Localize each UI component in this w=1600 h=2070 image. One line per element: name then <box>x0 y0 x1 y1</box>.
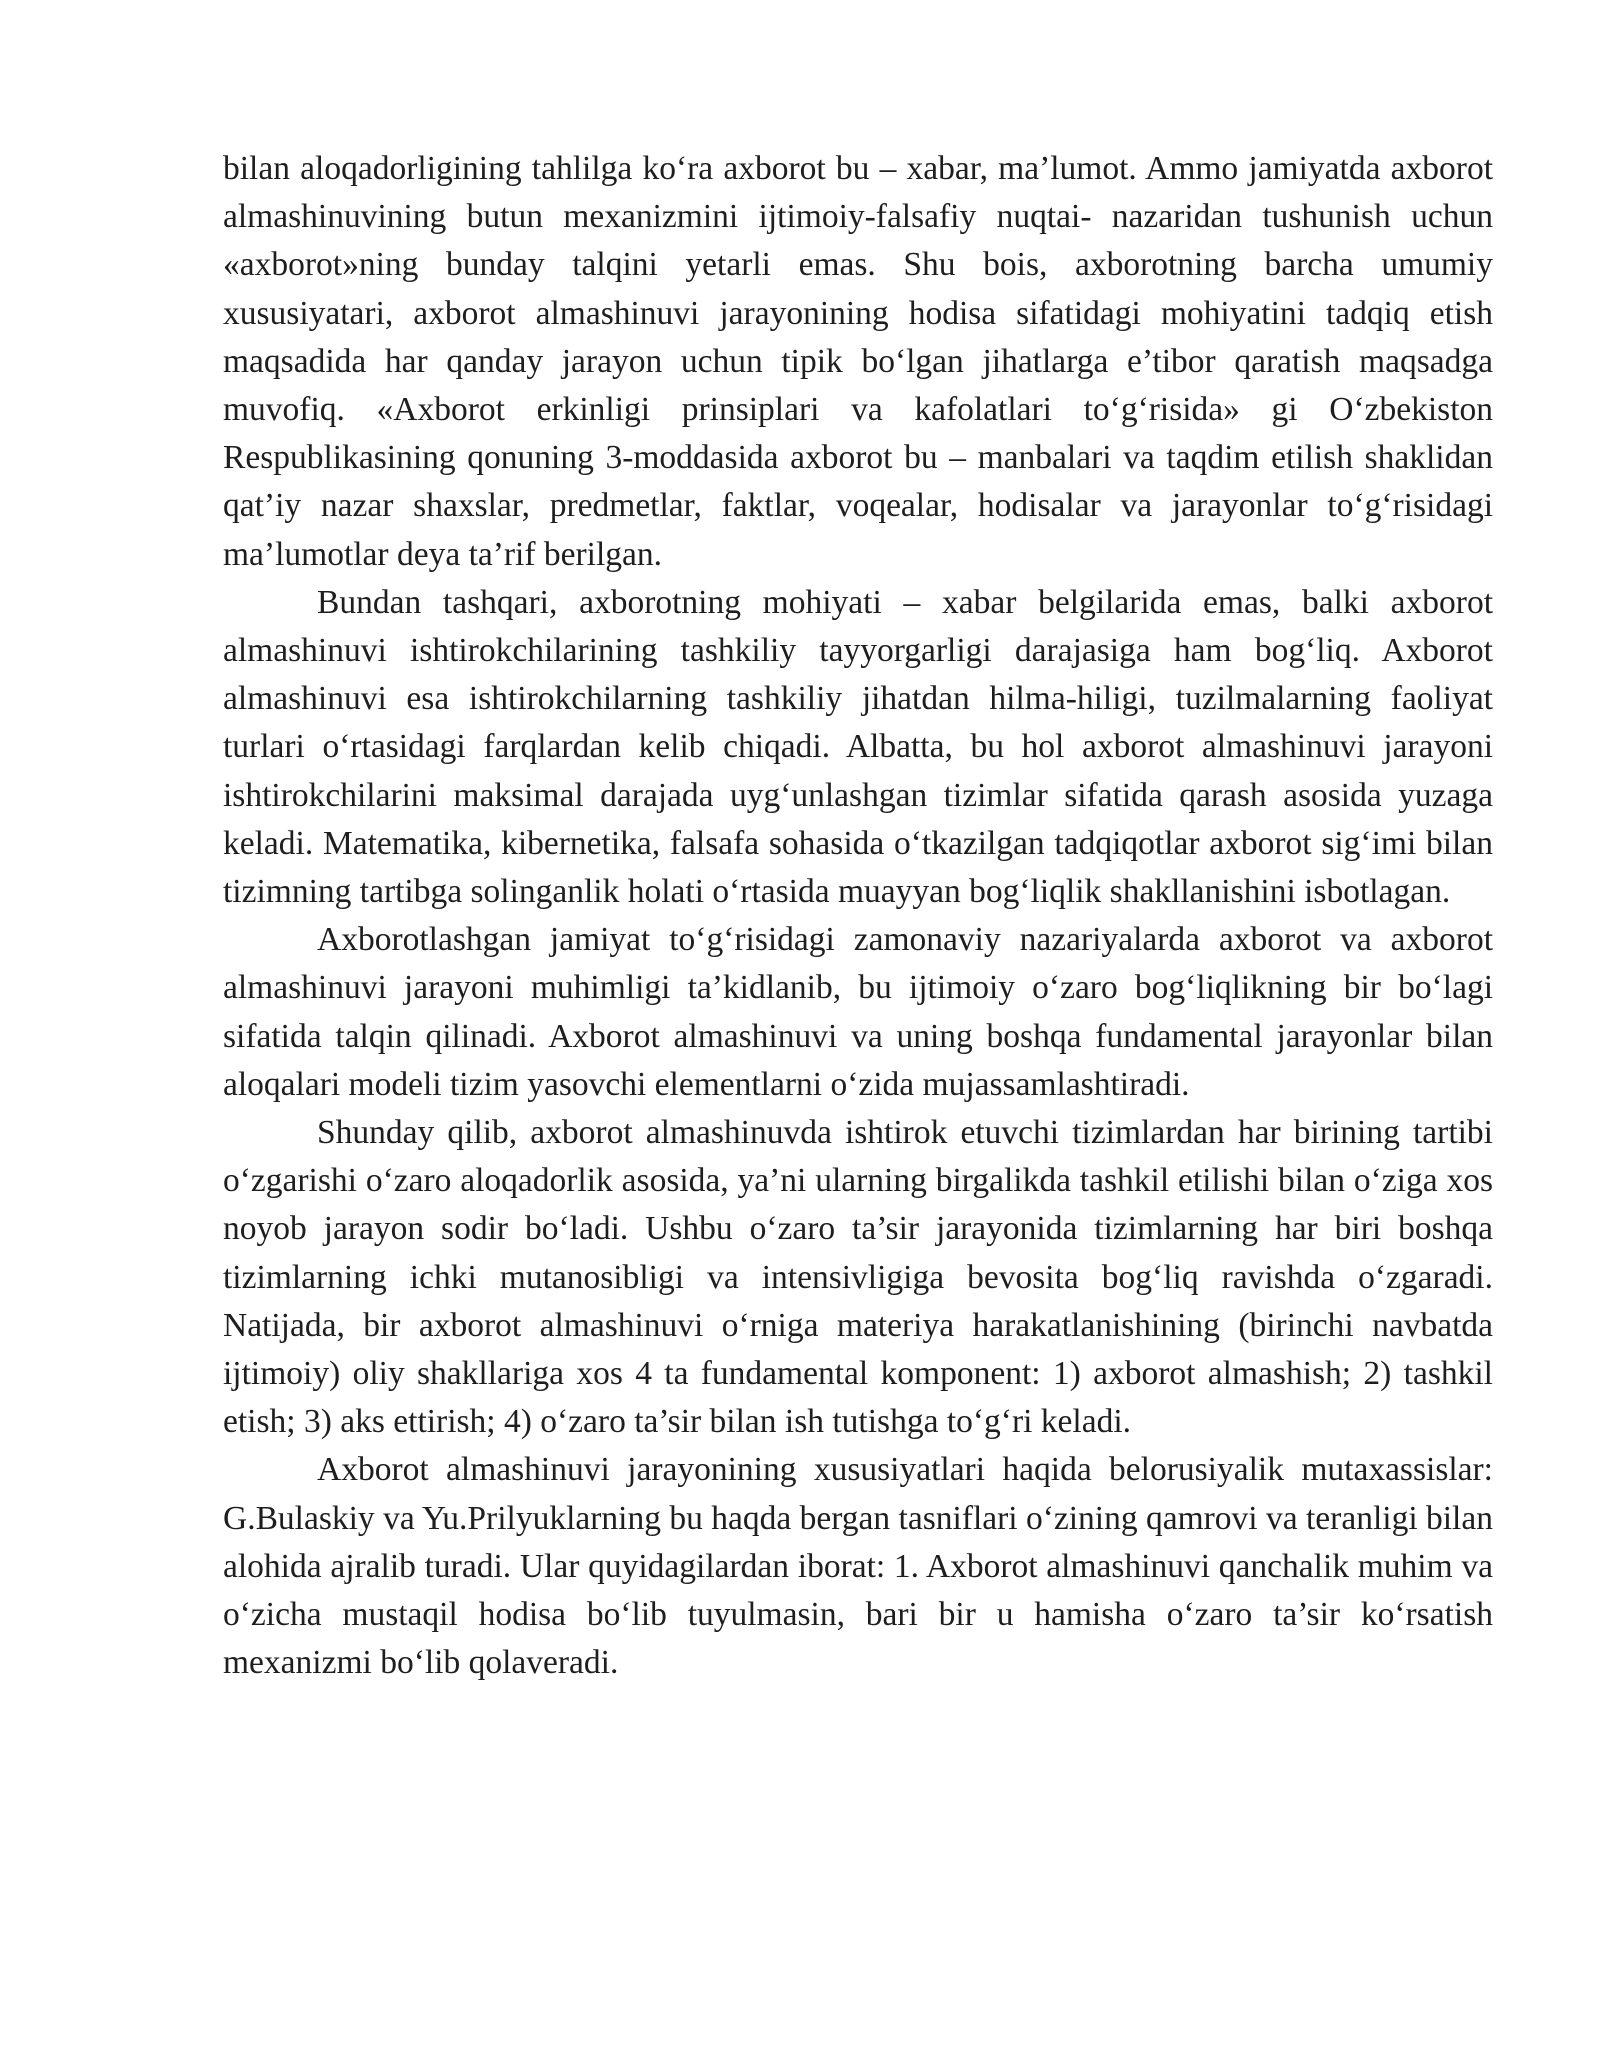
paragraph-5: Axborot almashinuvi jarayonining xususiyatlari haqida belorusiyalik mutaxassislar: G.Bulaskiy va Yu.Prilyuklarning bu haqda bergan tasniflari o‘zining qamrovi va teranligi bilan alohida ajralib turadi. Ular quyidagilardan iborat: 1. Axborot almashinuvi qanchalik muhim va o‘zicha mustaqil hodisa bo‘lib tuyulmasin, bari bir u hamisha o‘zaro ta’sir ko‘rsatish mexanizmi bo‘lib qolaveradi. <box>223 1451 1493 1682</box>
document-page <box>223 145 1493 1688</box>
paragraph-4: Shunday qilib, axborot almashinuvda ishtirok etuvchi tizimlardan har birining tartibi o‘zgarishi o‘zaro aloqadorlik asosida, ya’ni ularning birgalikda tashkil etilishi bilan o‘ziga xos noyob jarayon sodir bo‘ladi. Ushbu o‘zaro ta’sir jarayonida tizimlarning har biri boshqa tizimlarning ichki mutanosibligi va intensivligiga bevosita bog‘liq ravishda o‘zgaradi. Natijada, bir axborot almashinuvi o‘rniga materiya harakatlanishining (birinchi navbatda ijtimoiy) oliy shakllariga xos 4 ta fundamental komponent: 1) axborot almashish; 2) tashkil etish; 3) aks ettirish; 4) o‘zaro ta’sir bilan ish tutishga to‘g‘ri keladi. <box>223 1114 1493 1441</box>
paragraph-3: Axborotlashgan jamiyat to‘g‘risidagi zamonaviy nazariyalarda axborot va axborot almashinuvi jarayoni muhimligi ta’kidlanib, bu ijtimoiy o‘zaro bog‘liqlikning bir bo‘lagi sifatida talqin qilinadi. Axborot almashinuvi va uning boshqa fundamental jarayonlar bilan aloqalari modeli tizim yasovchi elementlarni o‘zida mujassamlashtiradi. <box>223 921 1493 1103</box>
paragraph-2: Bundan tashqari, axborotning mohiyati – xabar belgilarida emas, balki axborot almashinuvi ishtirokchilarining tashkiliy tayyorgarligi darajasiga ham bog‘liq. Axborot almashinuvi esa ishtirokchilarning tashkiliy jihatdan hilma-hiligi, tuzilmalarning faoliyat turlari o‘rtasidagi farqlardan kelib chiqadi. Albatta, bu hol axborot almashinuvi jarayoni ishtirokchilarini maksimal darajada uyg‘unlashgan tizimlar sifatida qarash asosida yuzaga keladi. Matematika, kibernetika, falsafa sohasida o‘tkazilgan tadqiqotlar axborot sig‘imi bilan tizimning tartibga solinganlik holati o‘rtasida muayyan bog‘liqlik shakllanishini isbotlagan. <box>223 583 1493 911</box>
paragraph-1: bilan aloqadorligining tahlilga ko‘ra axborot bu – xabar, ma’lumot. Ammo jamiyatda axborot almashinuvining butun mexanizmini ijtimoiy-falsafiy nuqtai- nazaridan tushunish uchun «axborot»ning bunday talqini yetarli emas. Shu bois, axborotning barcha umumiy xususiyatari, axborot almashinuvi jarayonining hodisa sifatidagi mohiyatini tadqiq etish maqsadida har qanday jarayon uchun tipik bo‘lgan jihatlarga e’tibor qaratish maqsadga muvofiq. «Axborot erkinligi prinsiplari va kafolatlari to‘g‘risida» gi O‘zbekiston Respublikasining qonuning 3-moddasida axborot bu – manbalari va taqdim etilish shaklidan qat’iy nazar shaxslar, predmetlar, faktlar, voqealar, hodisalar va jarayonlar to‘g‘risidagi ma’lumotlar deya ta’rif berilgan. <box>223 150 1493 573</box>
